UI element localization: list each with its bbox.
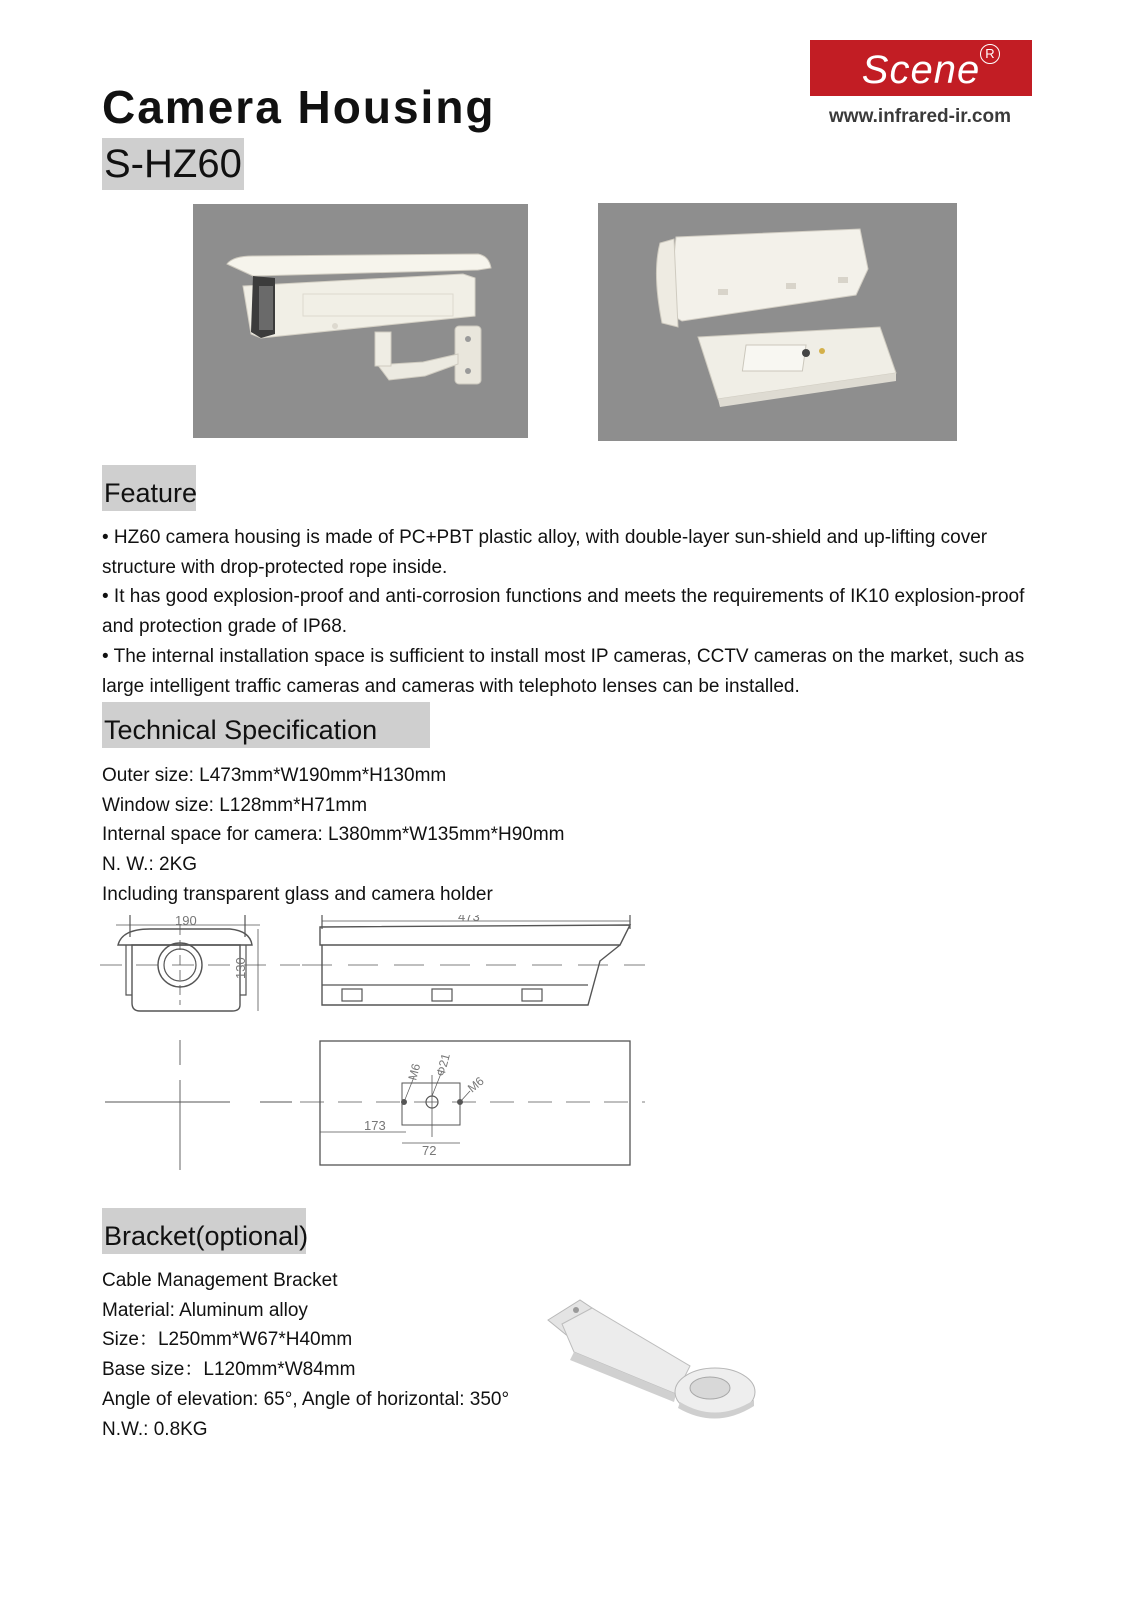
page-title: Camera Housing — [102, 81, 496, 133]
bottom-view-left — [105, 1040, 292, 1170]
tech-spec-list — [102, 761, 802, 910]
label-hole: Φ21 — [433, 1052, 453, 1078]
dim-front-height: 130 — [233, 957, 248, 979]
housing-assembled-illustration — [193, 204, 528, 438]
bracket-photo — [540, 1290, 780, 1430]
dim-front-width: 190 — [175, 915, 197, 928]
spec-item: Window size: L128mm*H71mm — [102, 794, 368, 816]
housing-opened-illustration — [598, 203, 957, 441]
dim-spacing: 72 — [422, 1143, 437, 1158]
housing-photo-opened — [598, 203, 957, 441]
brand-logo-text: Scene — [861, 48, 981, 92]
feature-item: • It has good explosion-proof and anti-corrosion functions and meets the requirements of IK10 explosion-proof and protection grade of IP68. — [102, 586, 1025, 638]
brand-logo — [810, 40, 1032, 96]
bracket-illustration — [540, 1290, 780, 1430]
bracket-item: Cable Management Bracket — [102, 1270, 338, 1291]
bracket-item: Material: Aluminum alloy — [102, 1299, 308, 1321]
dim-offset: 173 — [364, 1118, 386, 1133]
feature-item: • The internal installation space is sufficient to install most IP cameras, CCTV cameras on the market, such as large intelligent traffic cameras and cameras with telephoto lenses can be installed. — [102, 645, 1025, 697]
section-heading-tech-spec: Technical Specification — [102, 702, 430, 748]
label-bolt-b: M6 — [464, 1073, 487, 1096]
spec-item: Outer size: L473mm*W190mm*H130mm — [102, 765, 447, 786]
bracket-item: Size：L250mm*W67*H40mm — [102, 1329, 353, 1351]
spec-item: Internal space for camera: L380mm*W135mm*H90mm — [102, 824, 565, 846]
technical-drawing — [100, 915, 660, 1205]
spec-item: Including transparent glass and camera holder — [102, 883, 493, 905]
bottom-view-right — [300, 1041, 645, 1165]
website-link: www.infrared-ir.com — [829, 106, 1011, 127]
dim-side-length: 473 — [458, 915, 480, 924]
bracket-item: Base size：L120mm*W84mm — [102, 1359, 356, 1381]
technical-drawing-svg — [100, 915, 660, 1205]
housing-photo-assembled — [193, 204, 528, 438]
section-heading-feature: Feature — [102, 465, 196, 511]
side-view — [302, 915, 645, 1005]
bracket-item: Angle of elevation: 65°, Angle of horizontal: 350° — [102, 1388, 510, 1410]
label-bolt-a: M6 — [405, 1062, 424, 1082]
feature-list — [102, 523, 1042, 701]
feature-item: • HZ60 camera housing is made of PC+PBT plastic alloy, with double-layer sun-shield and up-lifting cover structure with drop-protected rope inside. — [102, 527, 988, 578]
section-heading-bracket: Bracket(optional) — [102, 1208, 306, 1254]
spec-item: N. W.: 2KG — [102, 854, 198, 876]
bracket-item: N.W.: 0.8KG — [102, 1418, 208, 1440]
model-code: S-HZ60 — [102, 138, 244, 190]
front-view — [100, 915, 300, 1011]
bracket-spec-list — [102, 1266, 602, 1444]
registered-mark: R — [980, 44, 1000, 64]
